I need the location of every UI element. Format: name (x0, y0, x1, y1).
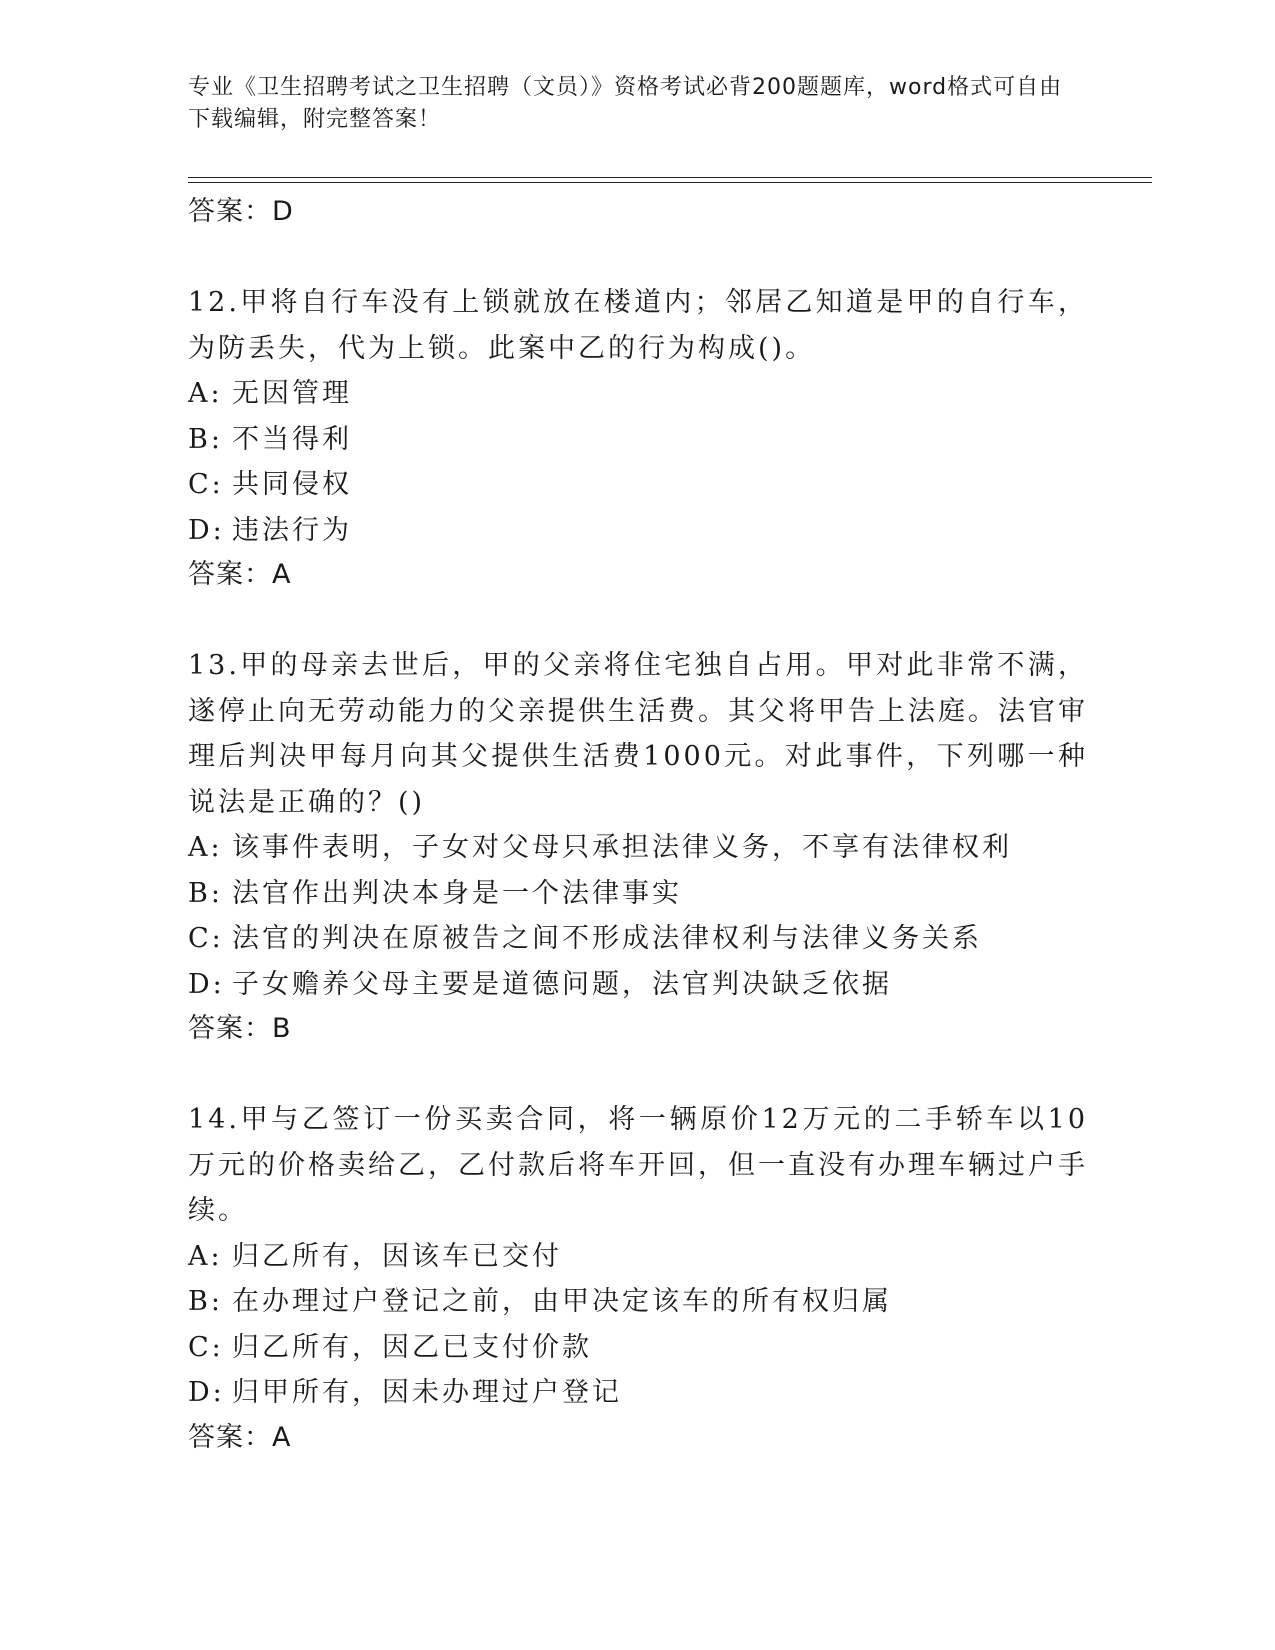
question-12 (188, 280, 1088, 597)
option-letter: A: (188, 832, 223, 863)
answer-line: 答案：A (188, 1421, 292, 1453)
option-text: 子女赡养父母主要是道德问题，法官判决缺乏依据 (232, 968, 892, 1000)
option-text: 共同侵权 (232, 469, 352, 500)
option-d (188, 508, 1088, 554)
document-header: 专业《卫生招聘考试之卫生招聘（文员）》资格考试必背200题题库，word格式可自由下载编辑，附完整答案！ (188, 75, 1063, 132)
option-d (188, 1370, 1088, 1416)
answer-line: 答案：D (188, 196, 294, 227)
option-a (188, 1234, 1088, 1280)
header-rule-bottom (188, 182, 1152, 183)
option-c (188, 462, 1088, 508)
option-letter: D: (188, 1377, 225, 1408)
option-letter: C: (188, 1331, 224, 1363)
question-14 (188, 1097, 1088, 1460)
option-letter: B: (188, 877, 223, 909)
header-rule-top (188, 177, 1152, 178)
question-13 (188, 643, 1088, 1051)
option-text: 归乙所有，因该车已交付 (232, 1240, 562, 1272)
question-text: 12.甲将自行车没有上锁就放在楼道内；邻居乙知道是甲的自行车，为防丢失，代为上锁。此案中乙的行为构成()。 (188, 287, 1088, 364)
option-text: 无因管理 (232, 378, 352, 409)
option-b (188, 417, 1088, 463)
answer-line: 答案：B (188, 1013, 292, 1044)
option-b (188, 871, 1088, 917)
document-body (188, 190, 1088, 1460)
option-text: 该事件表明，子女对父母只承担法律义务，不享有法律权利 (232, 832, 1012, 863)
option-letter: C: (188, 469, 224, 500)
question-text: 13.甲的母亲去世后，甲的父亲将住宅独自占用。甲对此非常不满，遂停止向无劳动能力的父亲提供生活费。其父将甲告上法庭。法官审理后判决甲每月向其父提供生活费1000元。对此事件，下列哪一种说法是正确的？() (188, 650, 1088, 818)
option-letter: C: (188, 923, 224, 954)
option-letter: A: (188, 378, 223, 409)
question-text: 14.甲与乙签订一份买卖合同，将一辆原价12万元的二手轿车以10万元的价格卖给乙，乙付款后将车开回，但一直没有办理车辆过户手续。 (188, 1104, 1088, 1226)
option-b (188, 1279, 1088, 1325)
option-a (188, 371, 1088, 417)
option-letter: D: (188, 968, 225, 1000)
option-letter: B: (188, 423, 223, 455)
option-d (188, 962, 1088, 1008)
option-text: 在办理过户登记之前，由甲决定该车的所有权归属 (232, 1286, 892, 1317)
option-c (188, 1325, 1088, 1371)
option-text: 不当得利 (232, 423, 352, 455)
answer-line: 答案：A (188, 559, 292, 590)
option-text: 归乙所有，因乙已支付价款 (232, 1331, 592, 1363)
option-a (188, 825, 1088, 871)
option-letter: B: (188, 1286, 223, 1317)
option-text: 法官作出判决本身是一个法律事实 (232, 877, 682, 909)
option-text: 法官的判决在原被告之间不形成法律权利与法律义务关系 (232, 923, 982, 954)
option-text: 归甲所有，因未办理过户登记 (232, 1377, 622, 1408)
option-letter: D: (188, 514, 225, 546)
option-text: 违法行为 (232, 514, 352, 546)
option-letter: A: (188, 1240, 223, 1272)
option-c (188, 916, 1088, 962)
